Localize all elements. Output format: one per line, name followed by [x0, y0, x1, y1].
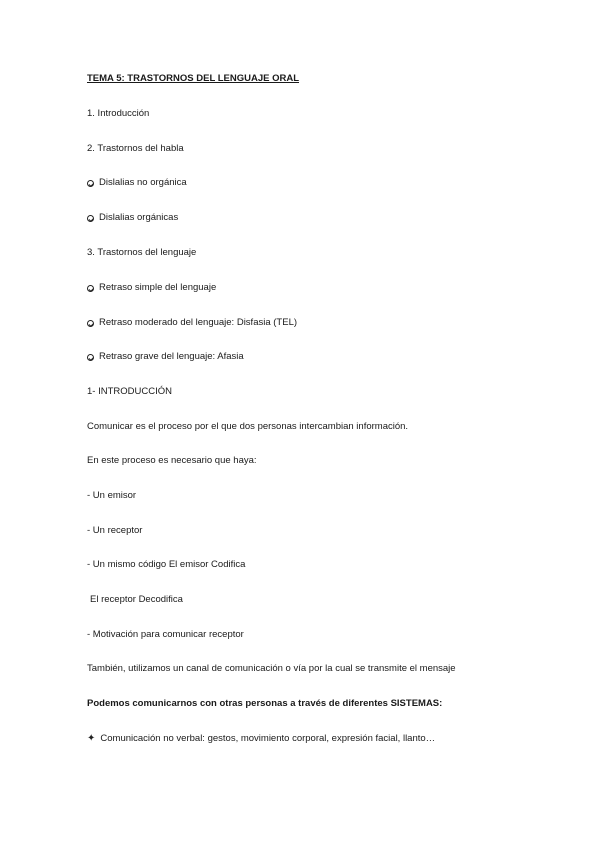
index-subitem: [87, 317, 297, 329]
index-subitem-label: Retraso moderado del lenguaje: Disfasia (TEL): [99, 317, 298, 328]
index-item-trastornos-habla: 2. Trastornos del habla: [87, 143, 184, 154]
star-bullet-item: [87, 733, 435, 745]
list-item: - Un emisor: [87, 490, 137, 501]
list-item: - Un mismo código El emisor Codifica: [87, 559, 246, 570]
circled-check-icon: [87, 285, 94, 292]
index-subitem: [87, 177, 187, 189]
index-subitem-label: Retraso simple del lenguaje: [99, 282, 217, 293]
list-item: El receptor Decodifica: [90, 594, 183, 605]
section-heading: 1- INTRODUCCIÓN: [87, 386, 172, 397]
list-item: - Motivación para comunicar receptor: [87, 629, 244, 640]
circled-check-icon: [87, 354, 94, 361]
index-subitem-label: Dislalias no orgánica: [99, 177, 187, 188]
document-title: TEMA 5: TRASTORNOS DEL LENGUAJE ORAL: [87, 73, 300, 84]
paragraph-bold: Podemos comunicarnos con otras personas a través de diferentes SISTEMAS:: [87, 698, 443, 709]
star-bullet-label: Comunicación no verbal: gestos, movimiento corporal, expresión facial, llanto…: [100, 733, 436, 744]
list-item: - Un receptor: [87, 525, 143, 536]
circled-check-icon: [87, 215, 94, 222]
index-item-trastornos-lenguaje: 3. Trastornos del lenguaje: [87, 247, 197, 258]
four-point-star-icon: ✦: [87, 733, 96, 744]
index-subitem-label: Dislalias orgánicas: [99, 212, 179, 223]
index-subitem: [87, 282, 216, 294]
index-item-introduccion: 1. Introducción: [87, 108, 150, 119]
circled-check-icon: [87, 320, 94, 327]
index-subitem: [87, 212, 178, 224]
paragraph: Comunicar es el proceso por el que dos personas intercambian información.: [87, 421, 409, 432]
index-subitem-label: Retraso grave del lenguaje: Afasia: [99, 351, 244, 362]
index-subitem: [87, 351, 244, 363]
circled-check-icon: [87, 180, 94, 187]
paragraph: También, utilizamos un canal de comunicación o vía por la cual se transmite el mensaje: [87, 663, 456, 674]
paragraph: En este proceso es necesario que haya:: [87, 455, 257, 466]
